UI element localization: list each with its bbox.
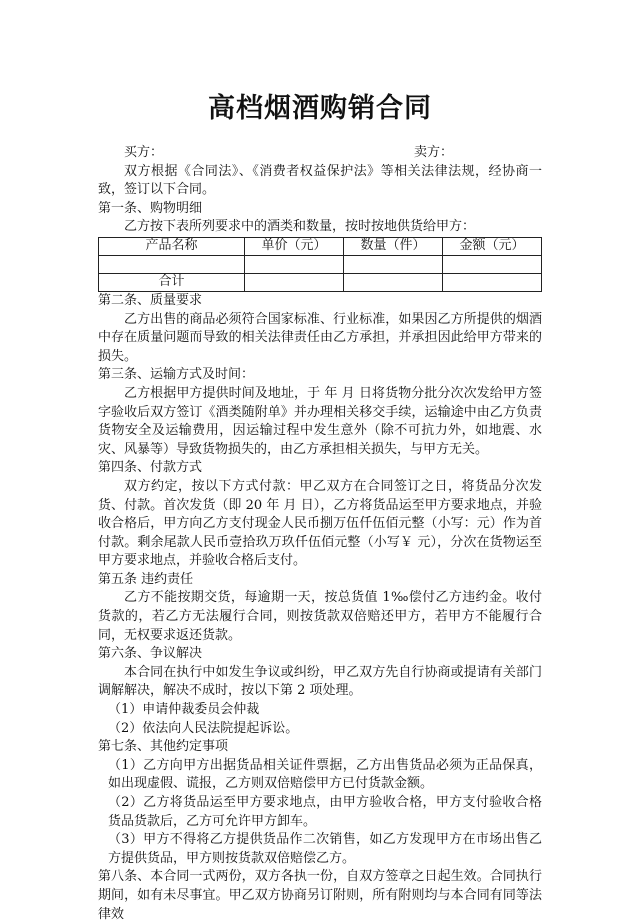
table-cell [443,255,542,273]
parties-row [98,144,542,163]
table-cell [344,273,443,291]
contract-body [98,140,542,924]
section-7-item: （1）乙方向甲方出据货品相关证件票据，乙方出售货品必须为正品保真，如出现虚假、谎报，乙方则双倍赔偿甲方已付货款金额。 [108,757,542,792]
section-6-item: （1）申请仲裁委员会仲裁 [108,702,260,718]
section-2-text: 乙方出售的商品必须符合国家标准、行业标准，如果因乙方所提供的烟酒中存在质量问题而导致的相关法律责任由乙方承担，并承担因此给甲方带来的损失。 [98,311,542,364]
section-3-text: 乙方根据甲方提供时间及地址，于 年 月 日将货物分批分次次发给甲方签字验收后双方签订《酒类随附单》并办理相关移交手续，运输途中由乙方负责货物安全及运输费用，因运输过程中发生意外（除不可抗力外，如地震、水灾、风暴等）导致货物损失的，由乙方承担相关损失，与甲方无关。 [98,385,542,457]
table-header-cell: 产品名称 [99,237,245,255]
page-title: 高档烟酒购销合同 [208,93,432,124]
table-row [99,255,542,273]
table-header-cell: 单价（元） [245,237,344,255]
section-6-heading: 第六条、争议解决 [98,646,203,662]
section-4-text: 双方约定，按以下方式付款：甲乙双方在合同签订之日，将货品分次发货、付款。首次发货（即 20 年 月 日），乙方将货品运至甲方要求地点，并验收合格后，甲方向乙方支付现金人民币捌万伍仟伍佰元整（小写：元）作为首付款。剩余尾款人民币壹拾玖万玖仟伍佰元整（小写￥ 元），分次在货物运至甲方要求地点，并验收合格后支付。 [98,478,542,569]
section-8-text: 第八条、本合同一式两份，双方各执一份，自双方签章之日起生效。合同执行期间，如有未尽事宜。甲乙双方协商另订附则，所有附则均与本合同有同等法律效 [98,869,542,922]
section-7-item: （2）乙方将货品运至甲方要求地点，由甲方验收合格，甲方支付验收合格货品货款后，乙方可允许甲方卸车。 [108,795,542,829]
table-header-cell: 数量（件） [344,237,443,255]
table-cell [99,255,245,273]
section-1-heading: 第一条、购物明细 [98,200,203,216]
section-7-item: （3）甲方不得将乙方提供货品作二次销售，如乙方发现甲方在市场出售乙方提供货品，甲方则按货款双倍赔偿乙方。 [108,832,542,866]
table-total-row [99,273,542,291]
table-cell [344,255,443,273]
seller-label: 卖方： [414,145,454,160]
section-5-heading: 第五条 违约责任 [98,571,194,587]
table-cell [443,273,542,291]
section-2-heading: 第二条、质量要求 [98,292,203,308]
section-6-text: 本合同在执行中如发生争议或纠纷，甲乙双方先自行协商或提请有关部门调解解决，解决不成时，按以下第 2 项处理。 [98,664,542,699]
section-7-heading: 第七条、其他约定事项 [98,739,229,755]
table-cell [245,273,344,291]
section-3-heading: 第三条、运输方式及时间： [98,367,255,383]
section-1-text: 乙方按下表所列要求中的酒类和数量，按时按地供货给甲方： [124,219,476,235]
intro-paragraph: 双方根据《合同法》、《消费者权益保护法》等相关法律法规，经协商一致，签订以下合同。 [98,163,542,198]
section-4-heading: 第四条、付款方式 [98,460,203,476]
section-6-item: （2）依法向人民法院提起诉讼。 [108,720,299,736]
table-header-cell: 金额（元） [443,237,542,255]
table-total-label: 合计 [99,273,245,291]
table-cell [245,255,344,273]
section-5-text: 乙方不能按期交货，每逾期一天，按总货值 1‰偿付乙方违约金。收付货款的，若乙方无法履行合同，则按货款双倍赔还甲方，若甲方不能履行合同，无权要求返还货款。 [98,590,542,643]
purchase-table [98,237,542,292]
buyer-label: 买方： [124,145,164,160]
table-header-row [99,237,542,255]
